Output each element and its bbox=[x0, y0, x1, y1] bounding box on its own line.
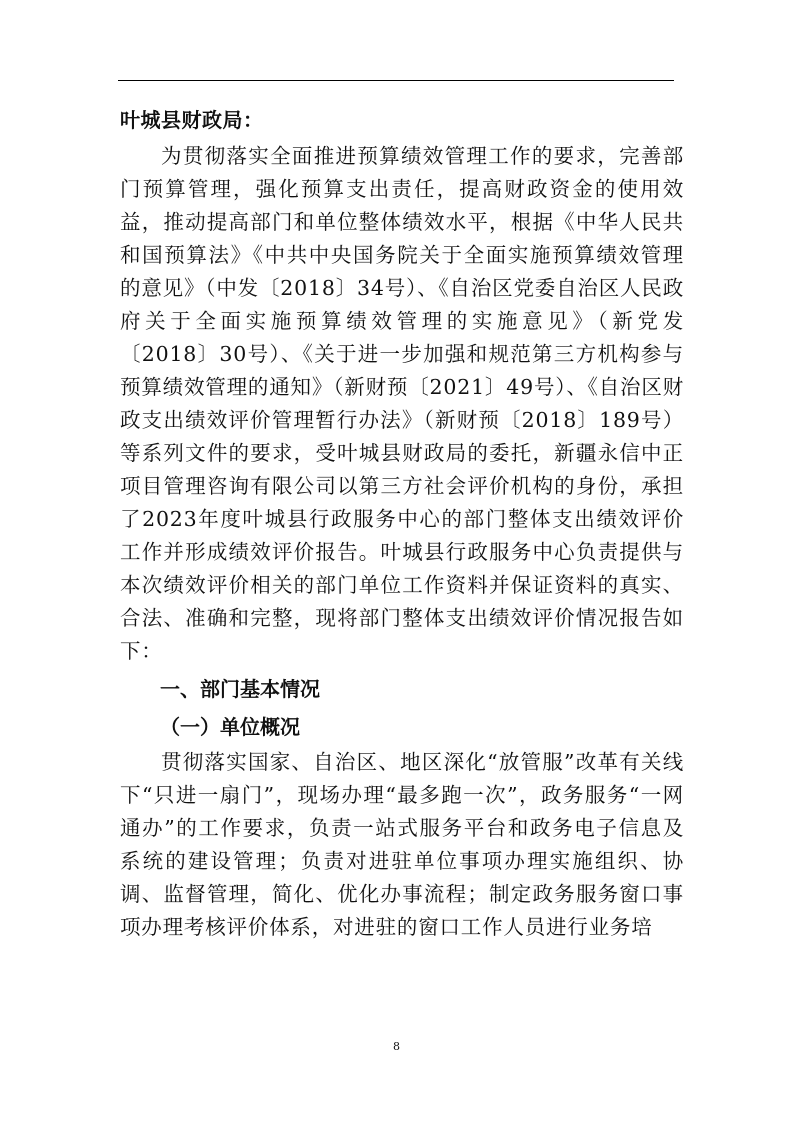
intro-paragraph: 为贯彻落实全面推进预算绩效管理工作的要求，完善部门预算管理，强化预算支出责任，提高财政资金的使用效益，推动提高部门和单位整体绩效水平，根据《中华人民共和国预算法》《中共中央国务院关于全面实施预算绩效管理的意见》（中发〔2018〕34号）、《自治区党委自治区人民政府关于全面实施预算绩效管理的实施意见》（新党发〔2018〕30号）、《关于进一步加强和规范第三方机构参与预算绩效管理的通知》（新财预〔2021〕49号）、《自治区财政支出绩效评价管理暂行办法》（新财预〔2018〕189号）等系列文件的要求，受叶城县财政局的委托，新疆永信中正项目管理咨询有限公司以第三方社会评价机构的身份，承担了2023年度叶城县行政服务中心的部门整体支出绩效评价工作并形成绩效评价报告。叶城县行政服务中心负责提供与本次绩效评价相关的部门单位工作资料并保证资料的真实、合法、准确和完整，现将部门整体支出绩效评价情况报告如下： bbox=[120, 144, 684, 663]
addressee: 叶城县财政局： bbox=[120, 108, 264, 132]
page-number: 8 bbox=[393, 1040, 400, 1053]
document-body bbox=[120, 100, 684, 944]
section-heading: 一、部门基本情况 bbox=[160, 677, 320, 701]
header-rule bbox=[118, 80, 674, 81]
overview-paragraph: 贯彻落实国家、自治区、地区深化“放管服”改革有关线下“只进一扇门”，现场办理“最多跑一次”，政务服务“一网通办”的工作要求，负责一站式服务平台和政务电子信息及系统的建设管理；负责对进驻单位事项办理实施组织、协调、监督管理，简化、优化办事流程；制定政务服务窗口事项办理考核评价体系，对进驻的窗口工作人员进行业务培 bbox=[120, 750, 684, 939]
subsection-heading: （一）单位概况 bbox=[160, 715, 300, 739]
